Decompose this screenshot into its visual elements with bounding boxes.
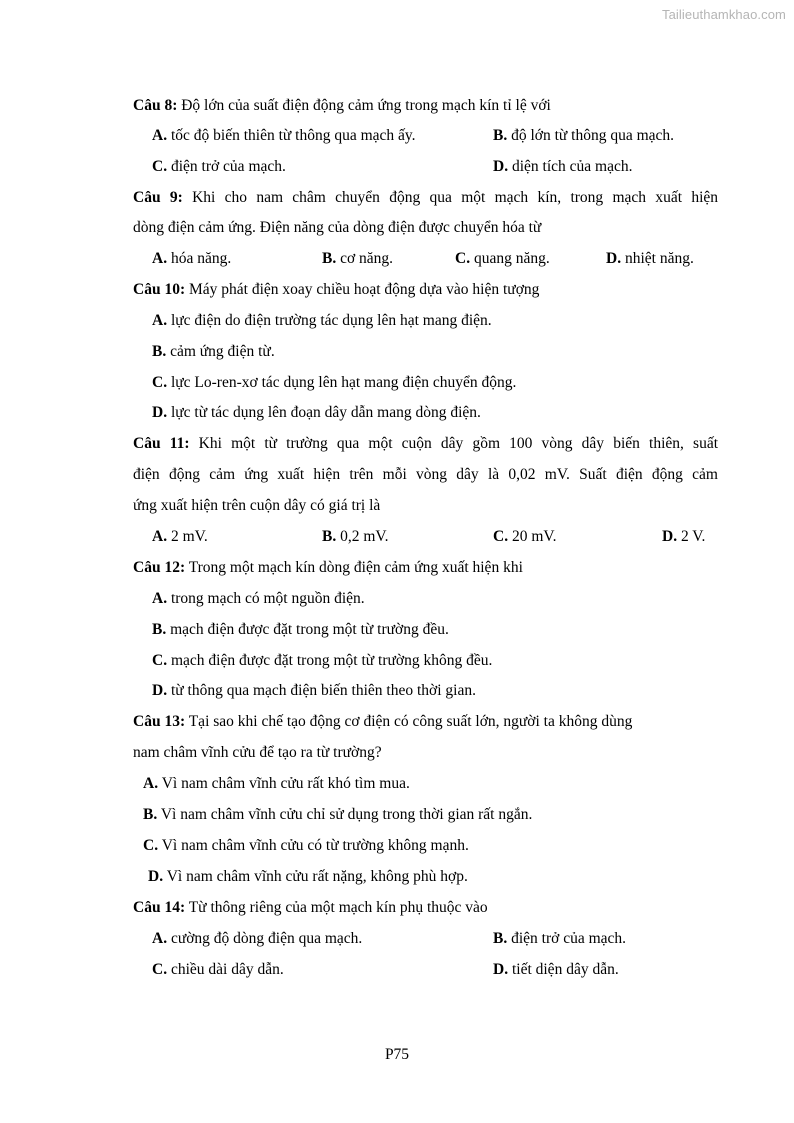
option-c: C. mạch điện được đặt trong một từ trường không đều.: [152, 652, 493, 669]
option-b: B. cảm ứng điện từ.: [152, 343, 275, 360]
option-c: C. điện trở của mạch.: [152, 158, 286, 175]
option-b: B. cơ năng.: [322, 250, 394, 267]
option-b: B. độ lớn từ thông qua mạch.: [493, 127, 675, 144]
question-11-line-2: điện động cảm ứng xuất hiện trên mỗi vòng dây là 0,02 mV. Suất điện động cảm: [133, 466, 718, 483]
question-14: [133, 898, 488, 918]
question-text: Máy phát điện xoay chiều hoạt động dựa vào hiện tượng: [188, 281, 540, 298]
option-d: D. diện tích của mạch.: [493, 158, 633, 175]
question-text: Tại sao khi chế tạo động cơ điện có công suất lớn, người ta không dùng: [188, 713, 633, 730]
question-13-line-2: nam châm vĩnh cửu để tạo ra từ trường?: [133, 744, 382, 761]
option-c: C. quang năng.: [455, 250, 550, 267]
question-text: Khi cho nam châm chuyển động qua một mạch kín, trong mạch xuất hiện: [192, 189, 719, 206]
question-number: Câu 14:: [133, 899, 186, 916]
option-c: C. Vì nam châm vĩnh cửu có từ trường không mạnh.: [143, 837, 469, 854]
option-b: B. điện trở của mạch.: [493, 930, 627, 947]
option-a: A. Vì nam châm vĩnh cửu rất khó tìm mua.: [143, 775, 410, 792]
option-d: D. nhiệt năng.: [606, 250, 694, 267]
question-9: [133, 188, 718, 208]
question-number: Câu 12:: [133, 559, 186, 576]
question-number: Câu 8:: [133, 97, 178, 114]
question-text: Từ thông riêng của một mạch kín phụ thuộc vào: [188, 899, 488, 916]
question-text: Độ lớn của suất điện động cảm ứng trong mạch kín tỉ lệ với: [181, 97, 551, 114]
question-8: [133, 96, 551, 116]
option-a: A. cường độ dòng điện qua mạch.: [152, 930, 363, 947]
question-13: [133, 712, 632, 732]
option-b: B. Vì nam châm vĩnh cửu chỉ sử dụng trong thời gian rất ngắn.: [143, 806, 533, 823]
option-a: A. 2 mV.: [152, 528, 208, 545]
option-a: A. hóa năng.: [152, 250, 232, 267]
option-c: C. chiều dài dây dẫn.: [152, 961, 284, 978]
option-b: B. mạch điện được đặt trong một từ trường đều.: [152, 621, 449, 638]
question-10: [133, 280, 539, 300]
option-b: B. 0,2 mV.: [322, 528, 389, 545]
option-d: D. lực từ tác dụng lên đoạn dây dẫn mang dòng điện.: [152, 404, 481, 421]
option-d: D. từ thông qua mạch điện biến thiên theo thời gian.: [152, 682, 476, 699]
question-number: Câu 11:: [133, 435, 190, 452]
option-a: A. tốc độ biến thiên từ thông qua mạch ấy.: [152, 127, 416, 144]
option-d: D. tiết diện dây dẫn.: [493, 961, 619, 978]
option-a: A. trong mạch có một nguồn điện.: [152, 590, 365, 607]
option-a: A. lực điện do điện trường tác dụng lên hạt mang điện.: [152, 312, 492, 329]
question-9-line-2: dòng điện cảm ứng. Điện năng của dòng điện được chuyển hóa từ: [133, 219, 542, 236]
question-number: Câu 13:: [133, 713, 186, 730]
question-12: [133, 558, 523, 578]
option-c: C. 20 mV.: [493, 528, 557, 545]
option-d: D. 2 V.: [662, 528, 706, 545]
question-number: Câu 10:: [133, 281, 186, 298]
page-number: P75: [384, 1046, 410, 1063]
watermark: Tailieuthamkhao.com: [661, 7, 786, 22]
option-c: C. lực Lo-ren-xơ tác dụng lên hạt mang điện chuyển động.: [152, 374, 517, 391]
question-text: Khi một từ trường qua một cuộn dây gồm 100 vòng dây biến thiên, suất: [198, 435, 718, 452]
question-11-line-3: ứng xuất hiện trên cuộn dây có giá trị là: [133, 497, 381, 514]
question-number: Câu 9:: [133, 189, 183, 206]
option-d: D. Vì nam châm vĩnh cửu rất nặng, không phù hợp.: [148, 868, 468, 885]
question-text: Trong một mạch kín dòng điện cảm ứng xuất hiện khi: [188, 559, 523, 576]
question-11: [133, 434, 718, 454]
